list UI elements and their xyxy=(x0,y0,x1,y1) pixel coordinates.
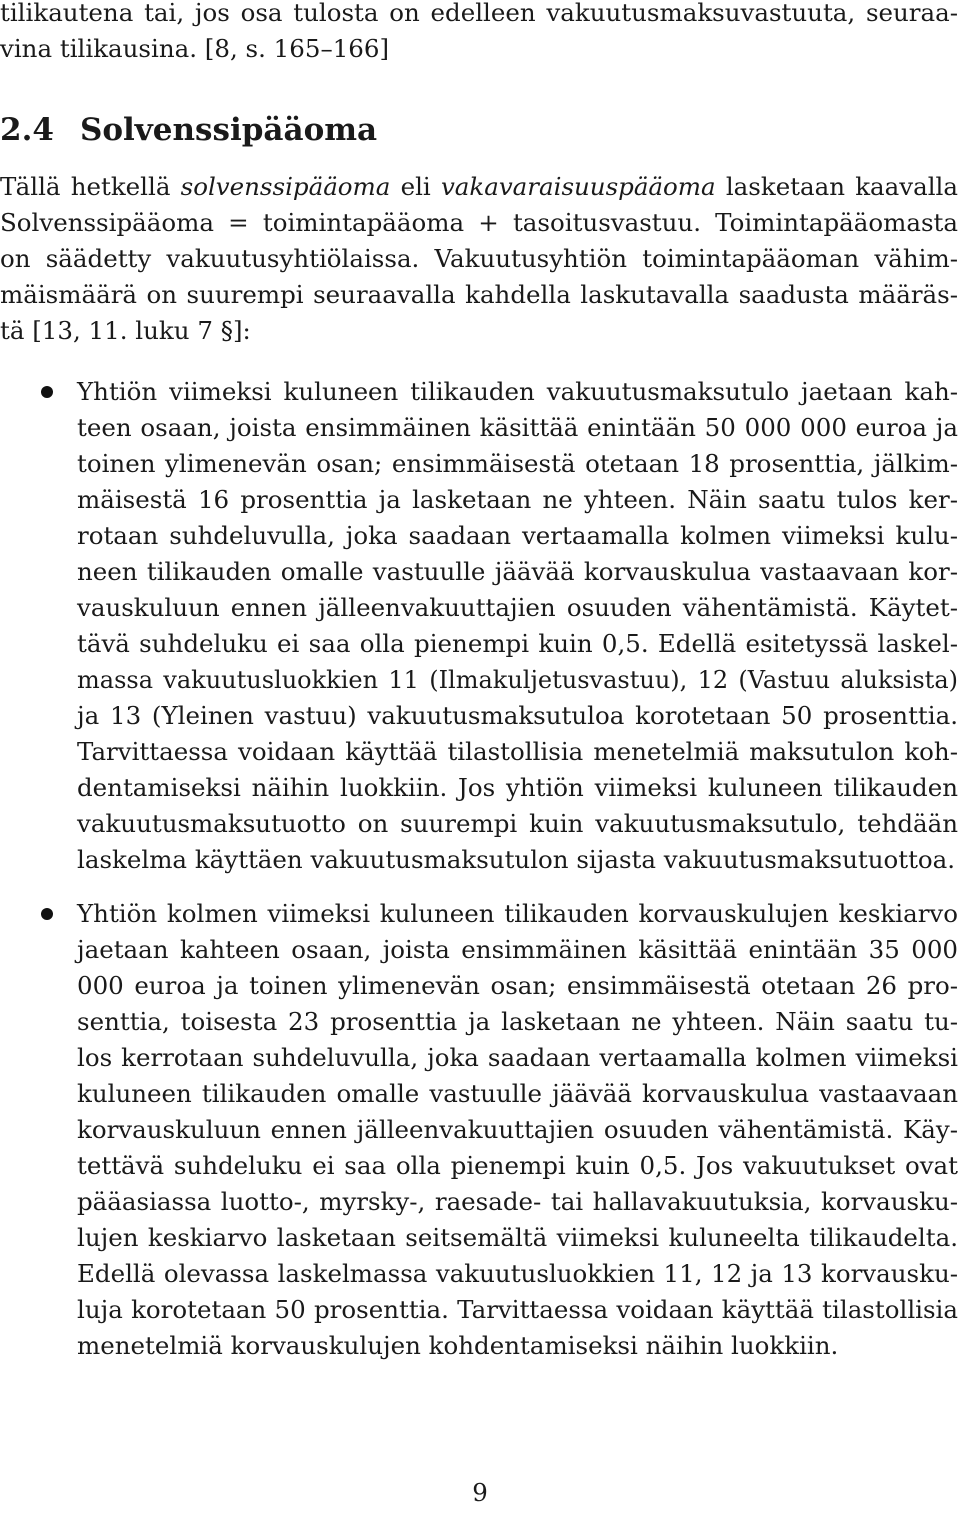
bullet1-line: tävä suhdeluku ei saa olla pienempi kuin 0,5. Edellä esitetyssä laskel- xyxy=(77,629,958,658)
bullet1-line: dentamiseksi näihin luokkiin. Jos yhtiön viimeksi kuluneen tilikauden xyxy=(77,773,958,802)
bullet1-line: massa vakuutusluokkien 11 (Ilmakuljetusvastuu), 12 (Vastuu aluksista) xyxy=(77,666,958,694)
para1-line-3: on säädetty vakuutusyhtiölaissa. Vakuutusyhtiön toimintapääoman vähim- xyxy=(0,244,958,273)
bullet1-line: mäisestä 16 prosenttia ja lasketaan ne yhteen. Näin saatu tulos ker- xyxy=(77,485,958,514)
bullet2-line: tettävä suhdeluku ei saa olla pienempi kuin 0,5. Jos vakuutukset ovat xyxy=(77,1151,958,1180)
bullet2-line: los kerrotaan suhdeluvulla, joka saadaan vertaamalla kolmen viimeksi xyxy=(77,1043,958,1072)
bullet2-line: luja korotetaan 50 prosenttia. Tarvittaessa voidaan käyttää tilastollisia xyxy=(77,1295,958,1324)
bullet2-line: menetelmiä korvauskulujen kohdentamiseksi näihin luokkiin. xyxy=(77,1331,839,1360)
bullet1-line: Tarvittaessa voidaan käyttää tilastollisia menetelmiä maksutulon koh- xyxy=(77,737,958,766)
bullet1-line: vakuutusmaksutuotto on suurempi kuin vakuutusmaksutulo, tehdään xyxy=(77,809,958,838)
bullet1-line: neen tilikauden omalle vastuulle jäävää korvauskulua vastaavaan kor- xyxy=(77,557,958,586)
bullet1-line: vauskuluun ennen jälleenvakuuttajien osuuden vähentämistä. Käytet- xyxy=(77,593,958,622)
para1-line-5: tä [13, 11. luku 7 §]: xyxy=(0,316,251,345)
para1-text-c: lasketaan kaavalla xyxy=(715,172,958,201)
para1-line-1 xyxy=(0,169,958,205)
bullet1-line: teen osaan, joista ensimmäinen käsittää enintään 50 000 000 euroa ja xyxy=(77,413,958,442)
para1-line-4: mäismäärä on suurempi seuraavalla kahdella laskutavalla saadusta määräs- xyxy=(0,280,958,309)
bullet2-line: korvauskuluun ennen jälleenvakuuttajien osuuden vähentämistä. Käy- xyxy=(77,1115,958,1144)
bullet-dot-icon xyxy=(41,908,53,920)
bullet1-line: rotaan suhdeluvulla, joka saadaan vertaamalla kolmen viimeksi kulu- xyxy=(77,521,958,550)
bullet2-line: kuluneen tilikauden omalle vastuulle jäävää korvauskulua vastaavaan xyxy=(77,1079,958,1108)
para1-text-a: Tällä hetkellä xyxy=(0,172,181,201)
para1-text-b: eli xyxy=(390,172,441,201)
bullet1-line: laskelma käyttäen vakuutusmaksutulon sijasta vakuutusmaksutuottoa. xyxy=(77,845,956,874)
bullet2-line: jaetaan kahteen osaan, joista ensimmäinen käsittää enintään 35 000 xyxy=(77,935,958,964)
section-title: Solvenssipääoma xyxy=(79,112,378,148)
bullet2-line: Edellä olevassa laskelmassa vakuutusluokkien 11, 12 ja 13 korvausku- xyxy=(77,1259,958,1288)
bullet1-line: Yhtiön viimeksi kuluneen tilikauden vakuutusmaksutulo jaetaan kah- xyxy=(77,377,958,406)
section-heading xyxy=(0,108,377,152)
section-number: 2.4 xyxy=(0,112,54,148)
page-number: 9 xyxy=(472,1478,488,1507)
bullet2-line: lujen keskiarvo lasketaan seitsemältä viimeksi kuluneelta tilikaudelta. xyxy=(77,1223,958,1252)
intro-line-1: tilikautena tai, jos osa tulosta on edelleen vakuutusmaksuvastuuta, seuraa- xyxy=(0,0,958,27)
bullet2-line: senttia, toisesta 23 prosenttia ja lasketaan ne yhteen. Näin saatu tu- xyxy=(77,1007,958,1036)
para1-line-2: Solvenssipääoma = toimintapääoma + tasoitusvastuu. Toimintapääomasta xyxy=(0,208,958,237)
term-vakavaraisuuspaaoma: vakavaraisuuspääoma xyxy=(440,172,716,201)
bullet2-line: pääasiassa luotto-, myrsky-, raesade- tai hallavakuutuksia, korvausku- xyxy=(77,1187,958,1216)
bullet2-line: Yhtiön kolmen viimeksi kuluneen tilikauden korvauskulujen keskiarvo xyxy=(77,899,958,928)
term-solvenssipaaoma: solvenssipääoma xyxy=(180,172,391,201)
bullet1-line: toinen ylimenevän osan; ensimmäisestä otetaan 18 prosenttia, jälkim- xyxy=(77,449,958,478)
bullet2-line: 000 euroa ja toinen ylimenevän osan; ensimmäisestä otetaan 26 pro- xyxy=(77,971,958,1000)
intro-line-2: vina tilikausina. [8, s. 165–166] xyxy=(0,34,390,63)
bullet-dot-icon xyxy=(41,386,53,398)
bullet1-line: ja 13 (Yleinen vastuu) vakuutusmaksutuloa korotetaan 50 prosenttia. xyxy=(77,701,958,730)
